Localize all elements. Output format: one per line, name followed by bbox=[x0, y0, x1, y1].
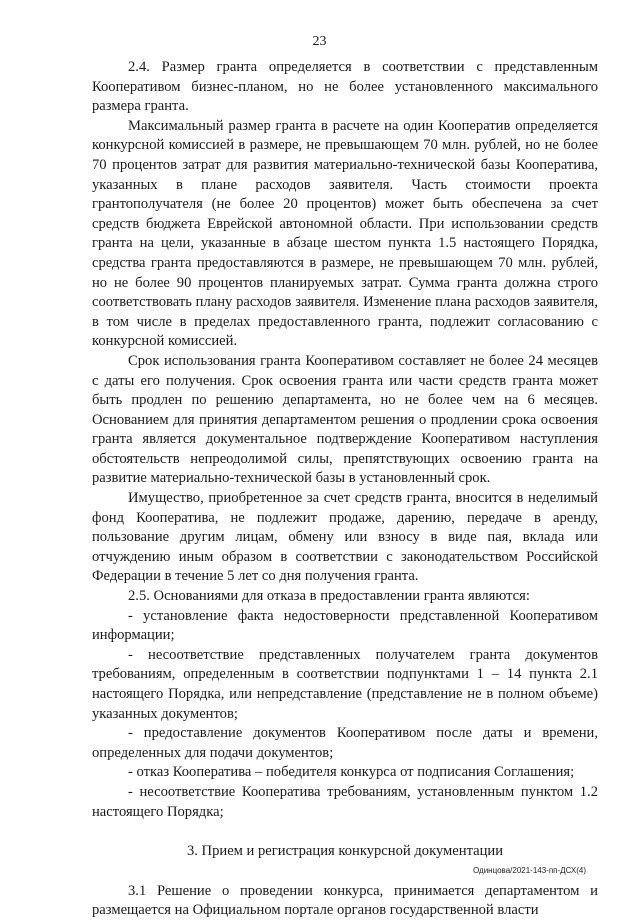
list-item-unreliable-info: - установление факта недостоверности представленной Кооперативом информации; bbox=[92, 607, 598, 644]
paragraph-grant-term: Срок использования гранта Кооперативом составляет не более 24 месяцев с даты его получения. Срок освоения гранта или части средств гранта может быть продлен по решению департамента, но не более чем на 6 месяцев. Основанием для принятия департаментом решения о продлении срока освоения гранта является документальное подтверждение Кооперативом наступления обстоятельств непреодолимой силы, препятствующих освоению гранта на развитие материально-технической базы в установленный срок. bbox=[92, 352, 598, 487]
list-item-requirements-mismatch: - несоответствие Кооператива требованиям, установленным пунктом 1.2 настоящего Порядка; bbox=[92, 783, 598, 820]
section-heading: 3. Прием и регистрация конкурсной документации bbox=[186, 843, 504, 860]
document-footer-code: Одинцова/2021-143-пп-ДСХ(4) bbox=[473, 866, 587, 875]
paragraph-property: Имущество, приобретенное за счет средств гранта, вносится в неделимый фонд Кооператива, не подлежит продаже, дарению, передаче в аренду, пользование другим лицам, обмену или взносу в виде пая, вклада или отчуждению иным образом в соответствии с законодательством Российской Федерации в течение 5 лет со дня получения гранта. bbox=[92, 490, 598, 585]
page-number: 23 bbox=[312, 34, 327, 49]
list-item-documents-mismatch: - несоответствие представленных получателем гранта документов требованиям, определенным в соответствии подпунктами 1 – 14 пункта 2.1 настоящего Порядка, или непредставление (представление не в полном объеме) указанных документов; bbox=[92, 646, 598, 722]
paragraph-2-5: 2.5. Основаниями для отказа в предоставлении гранта являются: bbox=[128, 588, 530, 605]
paragraph-2-4: 2.4. Размер гранта определяется в соответствии с представленным Кооперативом бизнес-планом, но не более установленного максимального размера гранта. bbox=[92, 59, 598, 115]
list-item-late-submission: - предоставление документов Кооперативом после даты и времени, определенных для подачи документов; bbox=[92, 725, 598, 761]
document-body bbox=[92, 58, 598, 921]
list-item-refusal-agreement: - отказ Кооператива – победителя конкурса от подписания Соглашения; bbox=[128, 764, 575, 781]
paragraph-max-grant: Максимальный размер гранта в расчете на один Кооператив определяется конкурсной комиссией в размере, не превышающем 70 млн. рублей, но не более 70 процентов затрат для развития материально-технической базы Кооператива, указанных в плане расходов заявителя. Часть стоимости проекта грантополучателя (не более 20 процентов) может быть обеспечена за счет средств бюджета Еврейской автономной области. При использовании средств гранта на цели, указанные в абзаце шестом пункта 1.5 настоящего Порядка, средства гранта предоставляются в размере, не превышающем 70 млн. рублей, но не более 90 процентов планируемых затрат. Сумма гранта должна строго соответствовать плану расходов заявителя. Изменение плана расходов заявителя, в том числе в пределах предоставленного гранта, подлежит согласованию с конкурсной комиссией. bbox=[92, 117, 598, 350]
paragraph-3-1: 3.1 Решение о проведении конкурса, принимается департаментом и размещается на Официальном портале органов государственной власти bbox=[92, 882, 598, 919]
